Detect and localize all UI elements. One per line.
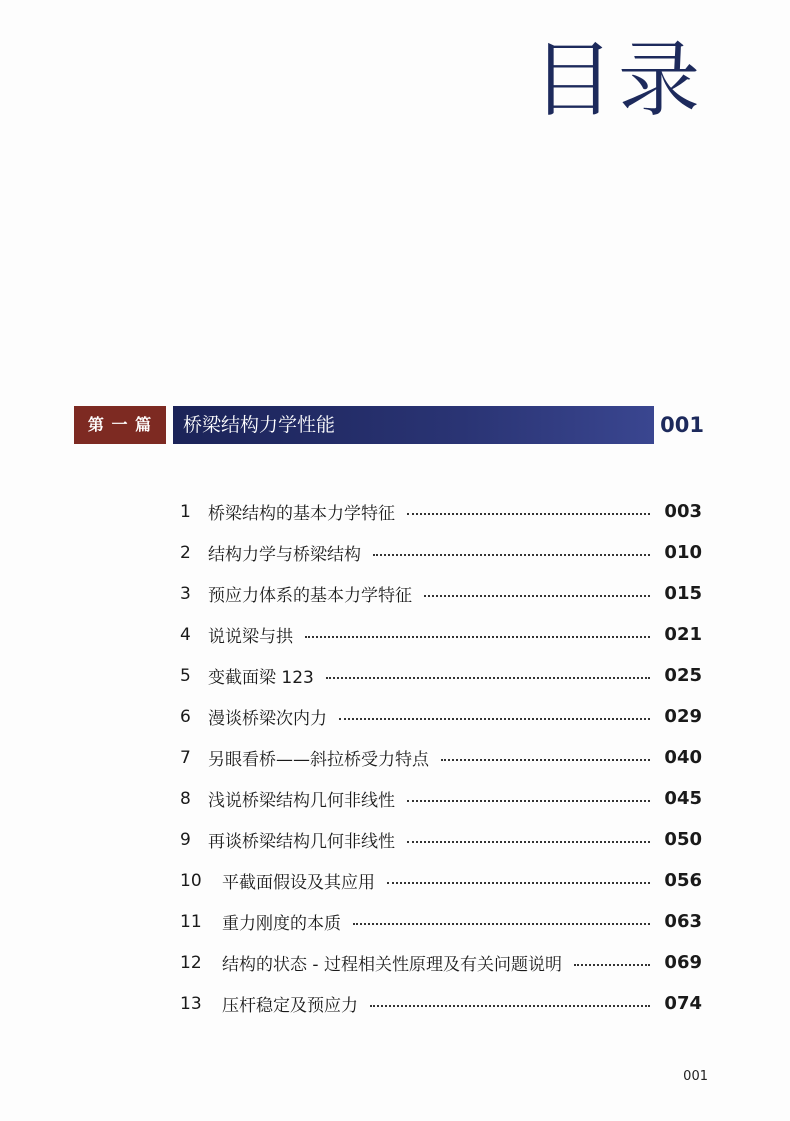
toc-entry-title: 再谈桥梁结构几何非线性 [208,832,395,852]
toc-entry-page: 074 [664,993,702,1014]
toc-entry-title: 预应力体系的基本力学特征 [208,586,412,606]
dot-leader [370,1004,650,1007]
dot-leader [441,758,650,761]
part-header [74,406,708,444]
toc-entry[interactable] [180,655,702,696]
toc-entry[interactable] [180,696,702,737]
toc-entry-page: 010 [664,542,702,563]
toc-entry[interactable] [180,901,702,942]
toc-entry-page: 029 [664,706,702,727]
toc-entry-page: 063 [664,911,702,932]
dot-leader [407,799,650,802]
toc-entry-page: 021 [664,624,702,645]
toc-list [180,491,702,1024]
toc-entry-number: 11 [180,911,202,932]
page-title: 目录 [531,33,704,128]
dot-leader [326,676,651,679]
dot-leader [305,635,650,638]
dot-leader [407,512,650,515]
part-page-number: 001 [660,413,704,437]
toc-entry-page: 015 [664,583,702,604]
toc-entry-title: 漫谈桥梁次内力 [208,709,327,729]
toc-entry-title: 浅说桥梁结构几何非线性 [208,791,395,811]
toc-entry-number: 2 [180,542,191,563]
toc-entry[interactable] [180,614,702,655]
toc-entry-number: 7 [180,747,191,768]
toc-entry[interactable] [180,983,702,1024]
dot-leader [387,881,650,884]
toc-entry-page: 050 [664,829,702,850]
toc-entry-number: 12 [180,952,202,973]
toc-entry-number: 4 [180,624,191,645]
toc-entry-number: 9 [180,829,191,850]
part-label: 第 一 篇 [74,406,166,444]
toc-entry-title: 说说梁与拱 [208,627,293,647]
toc-entry-title: 平截面假设及其应用 [222,873,375,893]
toc-entry-title: 结构的状态 - 过程相关性原理及有关问题说明 [222,955,562,975]
toc-entry-title: 另眼看桥——斜拉桥受力特点 [208,750,429,770]
toc-entry-number: 10 [180,870,202,891]
toc-entry-page: 069 [664,952,702,973]
toc-entry[interactable] [180,532,702,573]
dot-leader [339,717,650,720]
toc-entry-page: 040 [664,747,702,768]
toc-entry-number: 6 [180,706,191,727]
toc-entry[interactable] [180,860,702,901]
toc-entry[interactable] [180,778,702,819]
toc-entry-page: 003 [664,501,702,522]
dot-leader [574,963,650,966]
toc-entry-title: 变截面梁 123 [208,668,314,688]
toc-entry-title: 压杆稳定及预应力 [222,996,358,1016]
toc-entry-number: 8 [180,788,191,809]
dot-leader [424,594,650,597]
toc-entry[interactable] [180,573,702,614]
toc-entry-title: 结构力学与桥梁结构 [208,545,361,565]
toc-entry-number: 3 [180,583,191,604]
toc-entry-title: 重力刚度的本质 [222,914,341,934]
dot-leader [373,553,650,556]
toc-entry-title: 桥梁结构的基本力学特征 [208,504,395,524]
toc-entry-number: 5 [180,665,191,686]
toc-entry-number: 13 [180,993,202,1014]
toc-entry[interactable] [180,737,702,778]
toc-entry-page: 056 [664,870,702,891]
dot-leader [353,922,650,925]
toc-entry[interactable] [180,942,702,983]
toc-entry-page: 045 [664,788,702,809]
dot-leader [407,840,650,843]
toc-entry[interactable] [180,491,702,532]
part-title: 桥梁结构力学性能 [173,406,654,444]
toc-entry-number: 1 [180,501,191,522]
toc-entry[interactable] [180,819,702,860]
toc-entry-page: 025 [664,665,702,686]
page-number: 001 [683,1069,708,1084]
